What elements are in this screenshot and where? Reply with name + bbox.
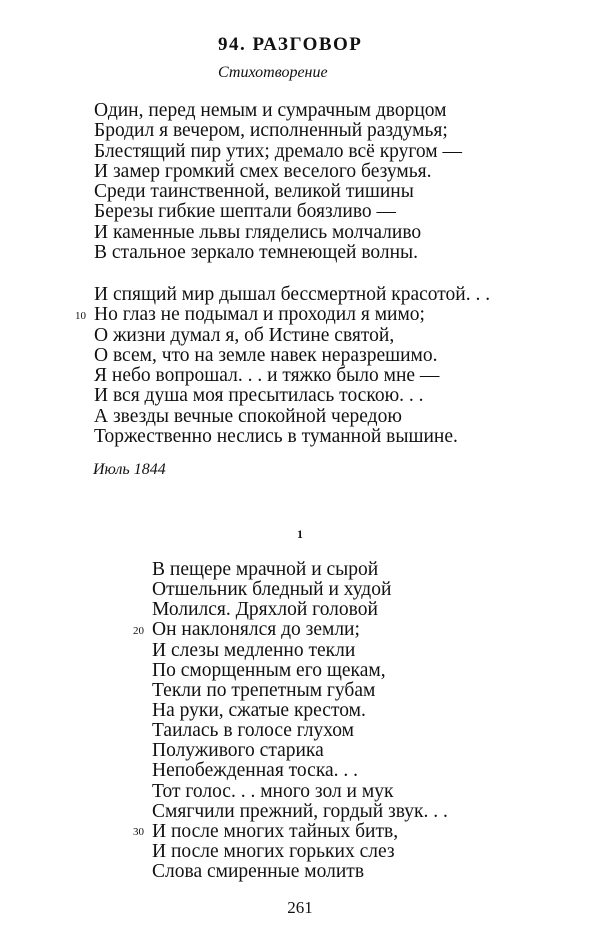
poem-line: Торжественно неслись в туманной вышине. <box>94 426 458 448</box>
poem-line: И после многих тайных битв, <box>152 820 399 842</box>
poem-line: И замер громкий смех веселого безумья. <box>94 160 432 182</box>
poem-line: И каменные львы гляделись молчаливо <box>94 221 422 243</box>
poem-line: О всем, что на земле навек неразрешимо. <box>94 344 438 366</box>
stanza-1 <box>94 101 462 263</box>
poem-line: И спящий мир дышал бессмертной красотой. . . <box>94 284 491 305</box>
poem-line: Текли по трепетным губам <box>152 679 376 701</box>
poem-line: Непобежденная тоска. . . <box>152 760 359 782</box>
line-number-20: 20 <box>133 625 144 637</box>
poem-line: Смягчили прежний, гордый звук. . . <box>152 800 448 822</box>
poem-line: По сморщенным его щекам, <box>152 659 386 681</box>
poem-line: Среди таинственной, великой тишины <box>94 181 414 203</box>
poem-line: И слезы медленно текли <box>152 639 356 661</box>
poem-line: На руки, сжатые крестом. <box>152 699 366 721</box>
poem-line: В стальное зеркало темнеющей волны. <box>94 242 419 264</box>
line-number-10: 10 <box>75 310 86 322</box>
poem-line: Бродил я вечером, исполненный раздумья; <box>94 120 448 142</box>
poem-line: Слова смиренные молитв <box>152 861 365 883</box>
poem-line: Тот голос. . . много зол и мук <box>152 780 394 802</box>
poem-line: Но глаз не подымал и проходил я мимо; <box>94 304 425 326</box>
poem-line: И после многих горьких слез <box>152 840 395 862</box>
section-1-lines <box>152 560 448 882</box>
line-number-30: 30 <box>133 826 144 838</box>
poem-subtitle: Стихотворение <box>218 64 328 81</box>
poem-line: Блестящий пир утих; дремало всё кругом — <box>94 140 463 162</box>
poem-line: Полуживого старика <box>152 740 324 762</box>
stanza-2 <box>94 285 490 447</box>
poem-line: Я небо вопрошал. . . и тяжко было мне — <box>94 365 440 387</box>
poem-line: Березы гибкие шептали боязливо — <box>94 201 397 223</box>
page-number: 261 <box>287 898 313 917</box>
poem-line: О жизни думал я, об Истине святой, <box>94 324 395 346</box>
poem-line: А звезды вечные спокойной чередою <box>94 405 402 427</box>
poem-line: Таилась в голосе глухом <box>152 720 355 742</box>
poem-line: И вся душа моя пресытилась тоскою. . . <box>94 385 424 407</box>
poem-line: Один, перед немым и сумрачным дворцом <box>94 100 447 121</box>
poem-line: Отшельник бледный и худой <box>152 579 392 601</box>
poem-date: Июль 1844 <box>93 461 166 478</box>
poem-line: Он наклонялся до земли; <box>152 619 360 641</box>
section-number: 1 <box>297 527 303 541</box>
poem-line: Молился. Дряхлой головой <box>152 599 378 621</box>
poem-line: В пещере мрачной и сырой <box>152 559 379 580</box>
